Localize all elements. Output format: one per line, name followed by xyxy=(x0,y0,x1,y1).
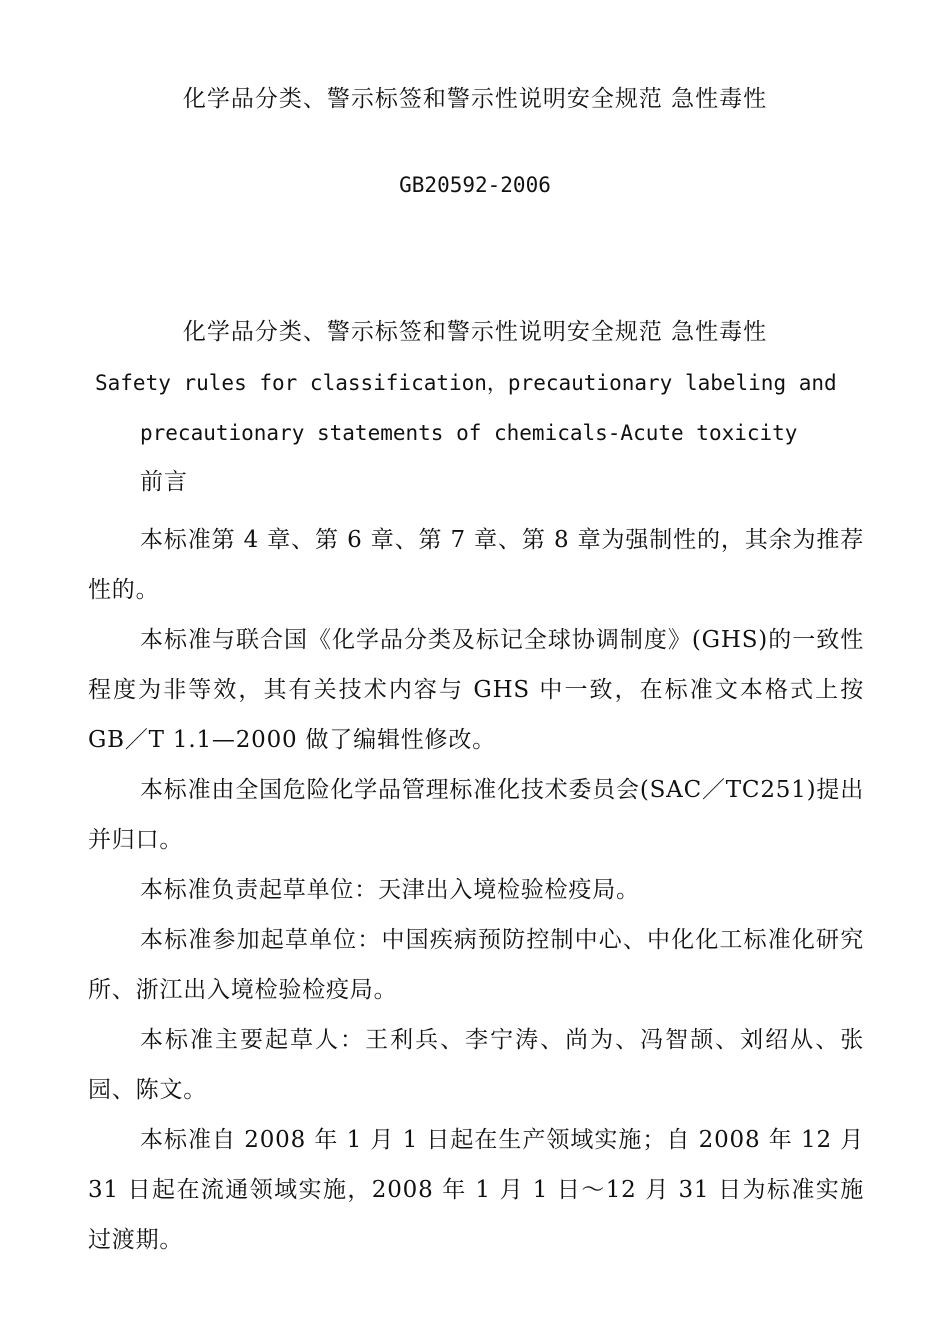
paragraph-proposer: 本标准由全国危险化学品管理标准化技术委员会(SAC／TC251)提出并归口。 xyxy=(88,777,864,853)
preface-body xyxy=(88,515,864,1265)
paragraph-main-drafters: 本标准主要起草人：王利兵、李宁涛、尚为、冯智颉、刘绍从、张园、陈文。 xyxy=(88,1027,864,1103)
paragraph-mandatory-chapters: 本标准第 4 章、第 6 章、第 7 章、第 8 章为强制性的，其余为推荐性的。 xyxy=(88,527,864,603)
paragraph-implementation-dates: 本标准自 2008 年 1 月 1 日起在生产领域实施；自 2008 年 12 月 31 日起在流通领域实施，2008 年 1 月 1 日～12 月 31 日为标准实施过渡期。 xyxy=(88,1127,864,1253)
preface-heading: 前言 xyxy=(140,469,188,495)
document-title-cn: 化学品分类、警示标签和警示性说明安全规范 急性毒性 xyxy=(182,319,768,345)
document-title-en-line-2: precautionary statements of chemicals-Acute toxicity xyxy=(140,421,798,445)
header-title: 化学品分类、警示标签和警示性说明安全规范 急性毒性 xyxy=(182,86,768,112)
standard-code: GB20592-2006 xyxy=(399,173,551,197)
paragraph-ghs-consistency: 本标准与联合国《化学品分类及标记全球协调制度》(GHS)的一致性程度为非等效，其有关技术内容与 GHS 中一致，在标准文本格式上按 GB／T 1.1—2000 做了编辑性修改。 xyxy=(88,627,864,753)
paragraph-responsible-drafter: 本标准负责起草单位：天津出入境检验检疫局。 xyxy=(140,877,640,903)
document-title-en-line-1: Safety rules for classification，precautionary labeling and xyxy=(95,371,837,395)
paragraph-participating-drafters: 本标准参加起草单位：中国疾病预防控制中心、中化化工标准化研究所、浙江出入境检验检疫局。 xyxy=(88,927,864,1003)
